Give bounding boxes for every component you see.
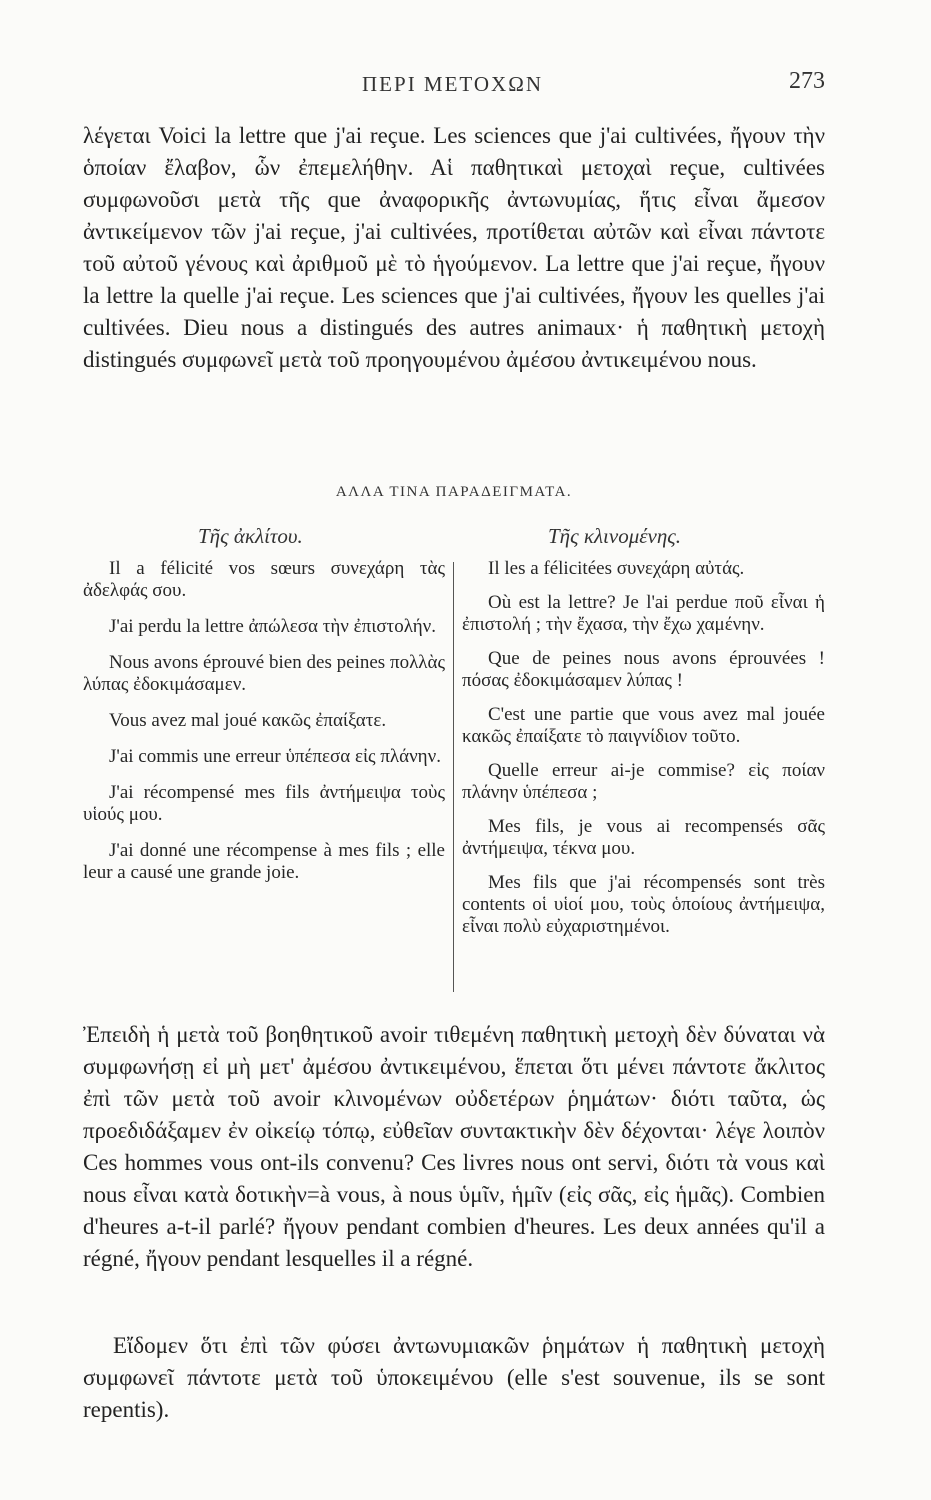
right-entry: Où est la lettre? Je l'ai perdue ποῦ εἶναι ἡ ἐπιστολή ; τὴν ἔχασα, τὴν ἔχω χαμένην. — [462, 592, 825, 635]
left-entry: Nous avons éprouvé bien des peines πολλὰς λύπας ἐδοκιμάσαμεν. — [83, 652, 445, 695]
left-entry: J'ai commis une erreur ὑπέπεσα εἰς πλάνην. — [109, 746, 441, 767]
paragraph-2: Ἐπειδὴ ἡ μετὰ τοῦ βοηθητικοῦ avoir τιθεμένη παθητικὴ μετοχὴ δὲν δύναται νὰ συμφωνήσῃ εἰ μὴ μετ' ἀμέσου ἀντικειμένου, ἕπεται ὅτι μένει πάντοτε ἄκλιτος ἐπὶ τῶν μετὰ τοῦ avoir κλινομένων οὐδετέρων ῥημάτων· διότι ταῦτα, ὡς προεδιδάξαμεν ἐν οἰκείῳ τόπῳ, εὐθεῖαν συντακτικὴν δὲν δέχονται· λέγε λοιπὸν Ces hommes vous ont-ils convenu? Ces livres nous ont servi, διότι τὰ vous καὶ nous εἶναι κατὰ δοτικὴν=à vous, à nous ὑμῖν, ἡμῖν (εἰς σᾶς, εἰς ἡμᾶς). Combien d'heures a-t-il parlé? ἤγουν pendant combien d'heures. Les deux années qu'il a régné, ἤγουν pendant lesquelles il a régné. — [83, 1022, 825, 1271]
left-entry: J'ai donné une récompense à mes fils ; elle leur a causé une grande joie. — [83, 840, 445, 883]
right-entry: C'est une partie que vous avez mal jouée κακῶς ἐπαίξατε τὸ παιγνίδιον τοῦτο. — [462, 704, 825, 747]
running-title: ΠΕΡΙ ΜΕΤΟΧΩΝ — [362, 72, 543, 96]
left-entry: Vous avez mal joué κακῶς ἐπαίξατε. — [109, 710, 387, 731]
page-header — [80, 64, 825, 104]
left-column-heading: Τῆς ἀκλίτου. — [198, 524, 303, 548]
right-entry: Mes fils, je vous ai recompensés σᾶς ἀντήμειψα, τέκνα μου. — [462, 816, 825, 859]
left-entry: Il a félicité vos sœurs συνεχάρη τὰς ἀδελφάς σου. — [83, 558, 445, 601]
paragraph-3: Εἴδομεν ὅτι ἐπὶ τῶν φύσει ἀντωνυμιακῶν ῥημάτων ἡ παθητικὴ μετοχὴ συμφωνεῖ πάντοτε μετὰ τοῦ ὑποκειμένου (elle s'est souvenue, ils se sont repentis). — [83, 1333, 825, 1422]
section-title: ΑΛΛΑ ΤΙΝΑ ΠΑΡΑΔΕΙΓΜΑΤΑ. — [335, 484, 573, 500]
paragraph-1: λέγεται Voici la lettre que j'ai reçue. Les sciences que j'ai cultivées, ἤγουν τὴν ὁποίαν ἔλαβον, ὧν ἐπεμελήθην. Αἱ παθητικαὶ μετοχαὶ reçue, cultivées συμφωνοῦσι μετὰ τῆς que ἀναφορικῆς ἀντωνυμίας, ἥτις εἶναι ἄμεσον ἀντικείμενον τῶν j'ai reçue, j'ai cultivées, προτίθεται αὐτῶν καὶ εἶναι πάντοτε τοῦ αὐτοῦ γένους καὶ ἀριθμοῦ μὲ τὸ ἡγούμενον. La lettre que j'ai reçue, ἤγουν la lettre la quelle j'ai reçue. Les sciences que j'ai cultivées, ἤγουν les quelles j'ai cultivées. Dieu nous a distingués des autres animaux· ἡ παθητικὴ μετοχὴ distingués συμφωνεῖ μετὰ τοῦ προηγουμένου ἀμέσου ἀντικειμένου nous. — [83, 123, 825, 372]
right-entry: Quelle erreur ai-je commise? εἰς ποίαν πλάνην ὑπέπεσα ; — [462, 760, 825, 803]
left-entry: J'ai récompensé mes fils ἀντήμειψα τοὺς υἱούς μου. — [83, 782, 445, 825]
column-divider — [453, 562, 454, 992]
right-column — [462, 558, 825, 950]
right-entry: Il les a félicitées συνεχάρη αὐτάς. — [488, 558, 745, 579]
right-column-heading: Τῆς κλινομένης. — [548, 524, 682, 548]
left-entry: J'ai perdu la lettre ἀπώλεσα τὴν ἐπιστολήν. — [109, 616, 437, 637]
right-entry: Mes fils que j'ai récompensés sont très contents οἱ υἱοί μου, τοὺς ὁποίους ἀντήμειψα, εἶναι πολὺ εὐχαριστημένοι. — [462, 872, 825, 937]
left-column — [83, 558, 445, 898]
page-number: 273 — [789, 68, 825, 94]
right-entry: Que de peines nous avons éprouvées ! πόσας ἐδοκιμάσαμεν λύπας ! — [462, 648, 825, 691]
